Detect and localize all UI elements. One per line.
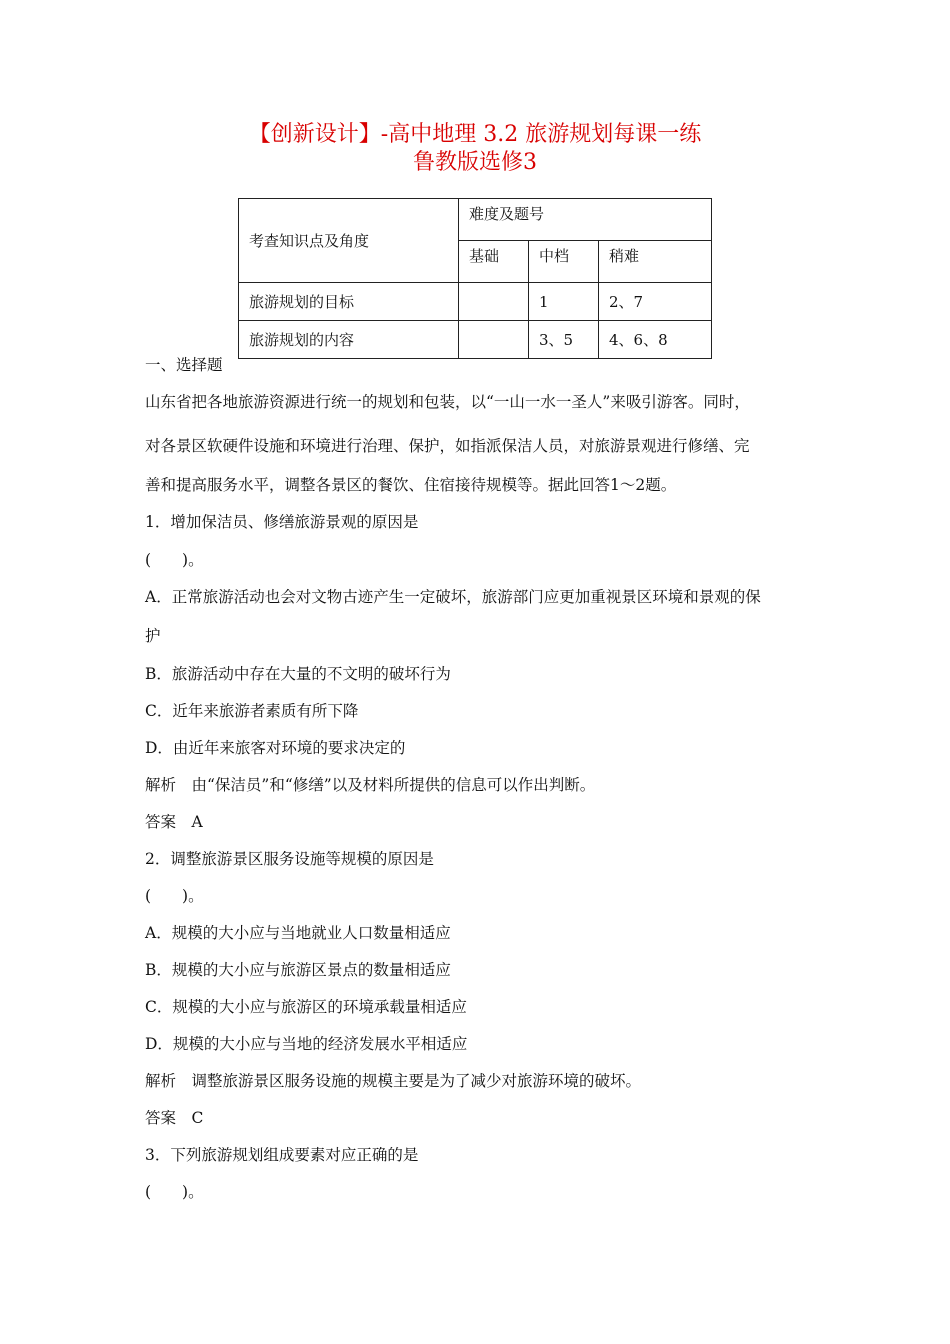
passage-line: 善和提高服务水平，调整各景区的餐饮、住宿接待规模等。据此回答1～2题。: [145, 476, 677, 494]
cell-medium: 1: [529, 283, 599, 321]
cell-topic: 旅游规划的目标: [239, 283, 459, 321]
table-row: [239, 321, 712, 359]
option-a-continued: 护: [145, 627, 161, 645]
question-stem: 3．下列旅游规划组成要素对应正确的是: [145, 1146, 419, 1164]
answer-blank: ( )。: [145, 551, 204, 569]
cell-hard: 4、6、8: [599, 321, 712, 359]
cell-medium: 3、5: [529, 321, 599, 359]
question-stem: 2．调整旅游景区服务设施等规模的原因是: [145, 850, 434, 868]
passage-line: 山东省把各地旅游资源进行统一的规划和包装，以“一山一水一圣人”来吸引游客。同时，: [145, 393, 750, 411]
option-c: C．近年来旅游者素质有所下降: [145, 702, 359, 720]
option-b: B．旅游活动中存在大量的不文明的破坏行为: [145, 665, 451, 683]
passage-line: 对各景区软硬件设施和环境进行治理、保护，如指派保洁人员，对旅游景观进行修缮、完: [145, 437, 750, 455]
subheader-medium: 中档: [529, 241, 599, 283]
doc-title-line1: 【创新设计】-高中地理 3.2 旅游规划每课一练: [248, 122, 702, 147]
analysis-text: 解析 调整旅游景区服务设施的规模主要是为了减少对旅游环境的破坏。: [145, 1072, 642, 1090]
option-d: D．规模的大小应与当地的经济发展水平相适应: [145, 1035, 468, 1053]
header-topic: 考查知识点及角度: [239, 199, 459, 283]
cell-basic: [459, 283, 529, 321]
table-header-row: [239, 199, 712, 241]
subheader-hard: 稍难: [599, 241, 712, 283]
question-stem: 1．增加保洁员、修缮旅游景观的原因是: [145, 513, 419, 531]
doc-title-line2: 鲁教版选修3: [413, 150, 537, 175]
option-a: A．正常旅游活动也会对文物古迹产生一定破坏，旅游部门应更加重视景区环境和景观的保: [145, 588, 761, 606]
answer-text: 答案 A: [145, 813, 203, 831]
answer-blank: ( )。: [145, 887, 204, 905]
header-difficulty: 难度及题号: [459, 199, 712, 241]
table-row: [239, 283, 712, 321]
knowledge-point-table: [238, 198, 712, 359]
cell-basic: [459, 321, 529, 359]
option-c: C．规模的大小应与旅游区的环境承载量相适应: [145, 998, 467, 1016]
cell-hard: 2、7: [599, 283, 712, 321]
answer-text: 答案 C: [145, 1109, 204, 1127]
option-d: D．由近年来旅客对环境的要求决定的: [145, 739, 406, 757]
analysis-text: 解析 由“保洁员”和“修缮”以及材料所提供的信息可以作出判断。: [145, 776, 596, 794]
cell-topic: 旅游规划的内容: [239, 321, 459, 359]
option-b: B．规模的大小应与旅游区景点的数量相适应: [145, 961, 451, 979]
answer-blank: ( )。: [145, 1183, 204, 1201]
section-heading: 一、选择题: [145, 356, 223, 374]
subheader-basic: 基础: [459, 241, 529, 283]
option-a: A．规模的大小应与当地就业人口数量相适应: [145, 924, 451, 942]
